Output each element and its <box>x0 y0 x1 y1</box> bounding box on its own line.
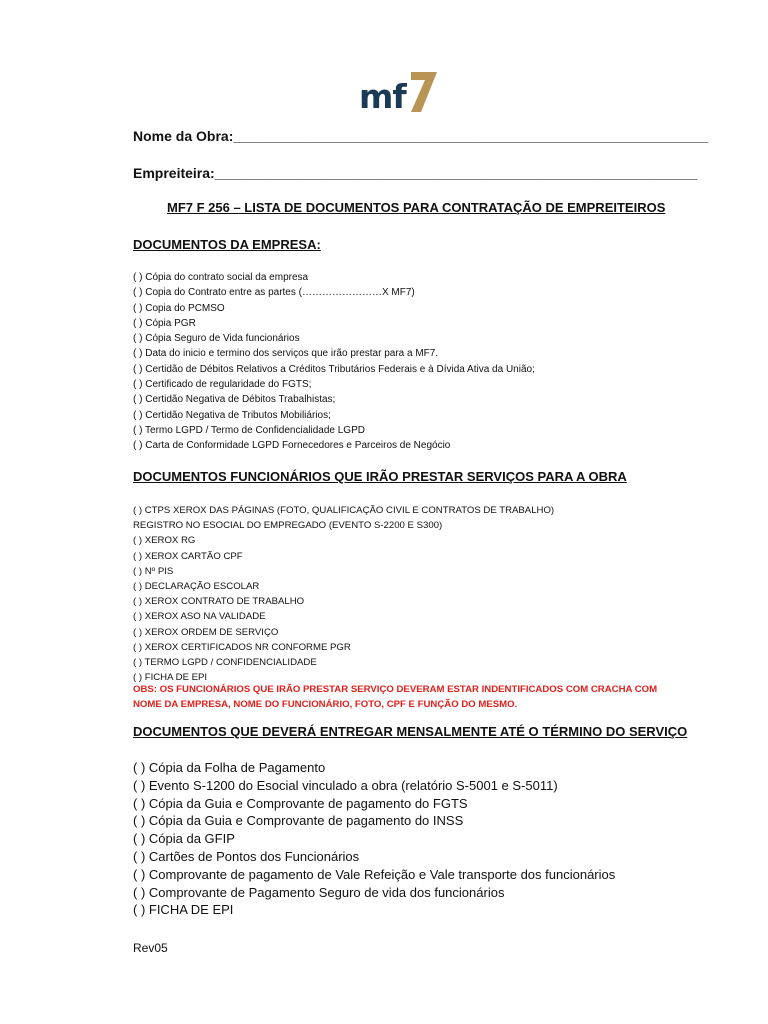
list-item: ( ) Evento S-1200 do Esocial vinculado a obra (relatório S-5001 e S-5011) <box>133 777 558 793</box>
list-item: ( ) Certificado de regularidade do FGTS; <box>133 379 312 391</box>
list-item: ( ) FICHA DE EPI <box>133 902 234 918</box>
list-item: ( ) XEROX CONTRATO DE TRABALHO <box>133 596 305 608</box>
obs-line: NOME DA EMPRESA, NOME DO FUNCIONÁRIO, FOTO, CPF E FUNÇÃO DO MESMO. <box>133 699 518 710</box>
document-title: MF7 F 256 – LISTA DE DOCUMENTOS PARA CONTRATAÇÃO DE EMPREITEIROS <box>167 200 666 215</box>
section-heading-funcionarios: DOCUMENTOS FUNCIONÁRIOS QUE IRÃO PRESTAR SERVIÇOS PARA A OBRA <box>133 469 627 484</box>
list-item: ( ) XEROX ASO NA VALIDADE <box>133 611 266 623</box>
empresa-documents-list <box>133 270 535 454</box>
list-item: ( ) Termo LGPD / Termo de Confidencialidade LGPD <box>133 424 365 436</box>
obs-line: OBS: OS FUNCIONÁRIOS QUE IRÃO PRESTAR SERVIÇO DEVERAM ESTAR INDENTIFICADOS COM CRACHA COM <box>133 684 658 695</box>
mensal-documents-list <box>133 759 615 919</box>
list-item: ( ) TERMO LGPD / CONFIDENCIALIDADE <box>133 657 317 669</box>
list-item: ( ) XEROX ORDEM DE SERVIÇO <box>133 626 279 638</box>
list-item: ( ) Cópia da Guia e Comprovante de pagamento do INSS <box>133 813 464 829</box>
svg-text:mf: mf <box>359 77 406 116</box>
list-item: ( ) XEROX CARTÃO CPF <box>133 550 243 562</box>
list-item: ( ) DECLARAÇÃO ESCOLAR <box>133 581 260 593</box>
list-item: ( ) Cópia da Folha de Pagamento <box>133 760 326 775</box>
list-item: ( ) XEROX RG <box>133 535 196 547</box>
list-item: ( ) Cartões de Pontos dos Funcionários <box>133 848 360 864</box>
list-item: ( ) Comprovante de pagamento de Vale Refeição e Vale transporte dos funcionários <box>133 866 616 882</box>
list-item: ( ) Cópia PGR <box>133 317 196 329</box>
section-heading-mensal: DOCUMENTOS QUE DEVERÁ ENTREGAR MENSALMENTE ATÉ O TÉRMINO DO SERVIÇO <box>133 724 688 739</box>
list-item: ( ) Copia do Contrato entre as partes (……………………X MF7) <box>133 287 415 299</box>
list-item: ( ) Certidão Negativa de Tributos Mobiliários; <box>133 409 331 421</box>
mf7-logo <box>359 66 445 116</box>
list-item: ( ) Certidão de Débitos Relativos a Créditos Tributários Federais e à Dívida Ativa da União; <box>133 363 535 375</box>
list-item: ( ) XEROX CERTIFICADOS NR CONFORME PGR <box>133 641 351 653</box>
list-item: ( ) Comprovante de Pagamento Seguro de vida dos funcionários <box>133 884 505 900</box>
revision-label: Rev05 <box>133 941 168 955</box>
list-item: ( ) FICHA DE EPI <box>133 672 208 684</box>
list-item: ( ) Carta de Conformidade LGPD Fornecedores e Parceiros de Negócio <box>133 440 451 452</box>
nome-da-obra-field: Nome da Obra:_____________________________________________________________ <box>133 128 709 144</box>
list-item: ( ) Cópia da GFIP <box>133 831 235 847</box>
list-item: ( ) Certidão Negativa de Débitos Trabalhistas; <box>133 394 336 406</box>
list-item: ( ) Nº PIS <box>133 565 174 577</box>
list-item: ( ) Cópia do contrato social da empresa <box>133 272 309 283</box>
list-item: ( ) Cópia Seguro de Vida funcionários <box>133 333 300 345</box>
section-heading-empresa: DOCUMENTOS DA EMPRESA: <box>133 237 321 252</box>
list-item: ( ) Copia do PCMSO <box>133 302 225 314</box>
empreiteira-field: Empreiteira:______________________________________________________________ <box>133 165 698 181</box>
list-item: REGISTRO NO ESOCIAL DO EMPREGADO (EVENTO S-2200 E S300) <box>133 520 443 532</box>
obs-note <box>133 682 657 712</box>
list-item: ( ) CTPS XEROX DAS PÁGINAS (FOTO, QUALIFICAÇÃO CIVIL E CONTRATOS DE TRABALHO) <box>133 505 555 516</box>
funcionarios-documents-list <box>133 503 554 685</box>
list-item: ( ) Cópia da Guia e Comprovante de pagamento do FGTS <box>133 795 468 811</box>
list-item: ( ) Data do inicio e termino dos serviços que irão prestar para a MF7. <box>133 348 439 360</box>
